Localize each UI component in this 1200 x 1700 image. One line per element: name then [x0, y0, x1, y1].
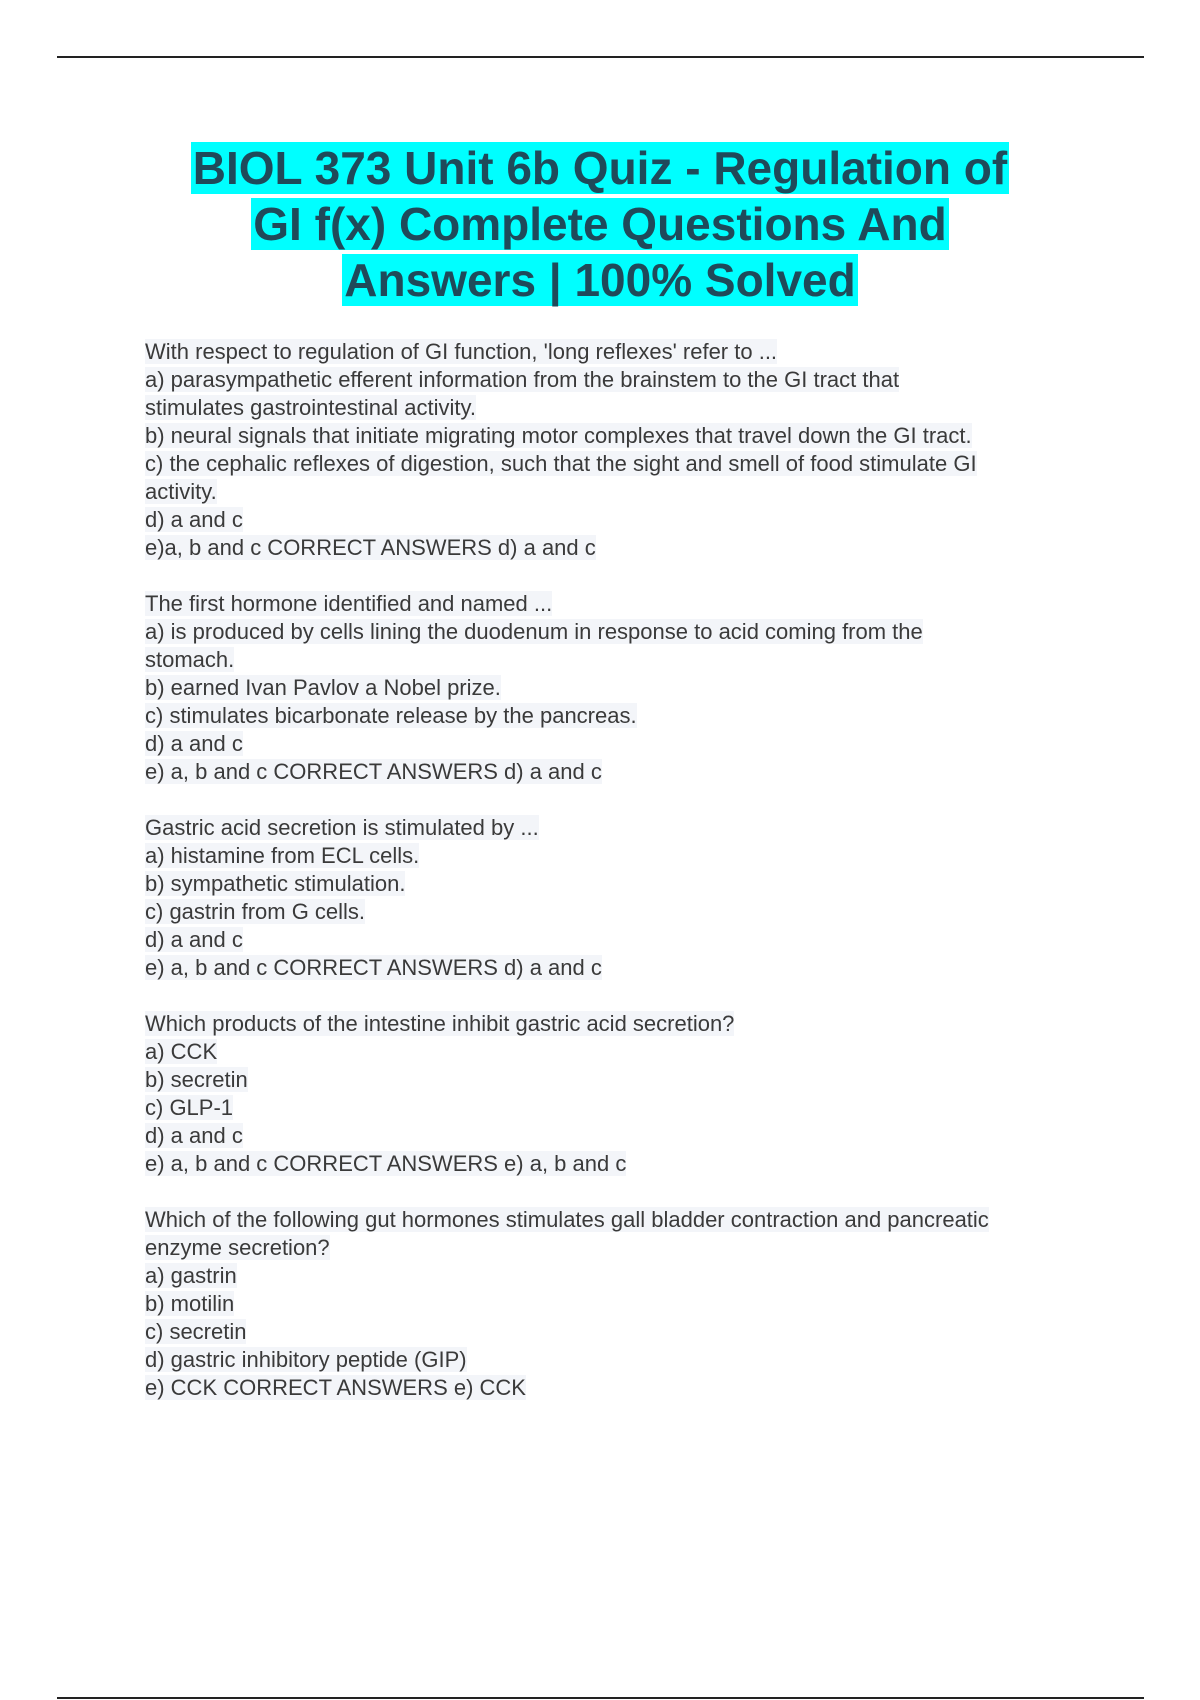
title-line-2: GI f(x) Complete Questions And — [253, 198, 947, 250]
question-4-answer: e) a, b and c CORRECT ANSWERS e) a, b and c — [145, 1151, 627, 1176]
question-5-prompt-cont: enzyme secretion? — [145, 1235, 330, 1260]
question-1-line-7 — [145, 506, 1085, 534]
question-1-line-1 — [145, 338, 1085, 366]
question-1-line-3 — [145, 394, 1085, 422]
questions-list — [145, 338, 1085, 1430]
question-4-option-a: a) CCK — [145, 1039, 218, 1064]
question-3-prompt: Gastric acid secretion is stimulated by ... — [145, 815, 539, 840]
question-4-option-d: d) a and c — [145, 1123, 243, 1148]
question-block-5 — [145, 1206, 1085, 1402]
question-5-prompt: Which of the following gut hormones stimulates gall bladder contraction and pancreatic — [145, 1207, 989, 1232]
question-1-answer: e)a, b and c CORRECT ANSWERS d) a and c — [145, 535, 596, 560]
question-4-line-2 — [145, 1038, 1085, 1066]
question-2-option-b: b) earned Ivan Pavlov a Nobel prize. — [145, 675, 501, 700]
question-3-line-2 — [145, 842, 1085, 870]
question-5-option-a: a) gastrin — [145, 1263, 237, 1288]
question-1-option-d: d) a and c — [145, 507, 243, 532]
question-2-option-a: a) is produced by cells lining the duodenum in response to acid coming from the — [145, 619, 923, 644]
top-rule — [57, 56, 1144, 58]
question-3-option-d: d) a and c — [145, 927, 243, 952]
question-3-line-1 — [145, 814, 1085, 842]
question-1-option-c: c) the cephalic reflexes of digestion, such that the sight and smell of food stimulate GI — [145, 451, 977, 476]
question-4-line-5 — [145, 1122, 1085, 1150]
question-5-line-6 — [145, 1346, 1085, 1374]
question-1-option-b: b) neural signals that initiate migrating motor complexes that travel down the GI tract. — [145, 423, 972, 448]
document-title — [100, 140, 1100, 308]
question-5-line-3 — [145, 1262, 1085, 1290]
question-1-option-c-cont: activity. — [145, 479, 217, 504]
question-4-option-c: c) GLP-1 — [145, 1095, 234, 1120]
question-5-line-2 — [145, 1234, 1085, 1262]
question-2-line-5 — [145, 702, 1085, 730]
question-2-line-7 — [145, 758, 1085, 786]
question-1-prompt: With respect to regulation of GI function, 'long reflexes' refer to ... — [145, 339, 778, 364]
question-5-option-c: c) secretin — [145, 1319, 247, 1344]
question-5-option-d: d) gastric inhibitory peptide (GIP) — [145, 1347, 467, 1372]
question-3-line-6 — [145, 954, 1085, 982]
bottom-rule — [57, 1697, 1144, 1699]
question-2-answer: e) a, b and c CORRECT ANSWERS d) a and c — [145, 759, 602, 784]
question-1-line-6 — [145, 478, 1085, 506]
question-1-line-5 — [145, 450, 1085, 478]
question-5-line-1 — [145, 1206, 1085, 1234]
question-3-option-a: a) histamine from ECL cells. — [145, 843, 420, 868]
question-3-line-4 — [145, 898, 1085, 926]
question-2-line-6 — [145, 730, 1085, 758]
question-block-2 — [145, 590, 1085, 786]
question-4-line-3 — [145, 1066, 1085, 1094]
question-1-line-4 — [145, 422, 1085, 450]
question-1-line-2 — [145, 366, 1085, 394]
question-2-line-4 — [145, 674, 1085, 702]
question-4-line-1 — [145, 1010, 1085, 1038]
question-5-option-b: b) motilin — [145, 1291, 235, 1316]
question-1-line-8 — [145, 534, 1085, 562]
question-2-option-a-cont: stomach. — [145, 647, 235, 672]
question-3-answer: e) a, b and c CORRECT ANSWERS d) a and c — [145, 955, 602, 980]
title-line-1: BIOL 373 Unit 6b Quiz - Regulation of — [192, 142, 1008, 194]
question-4-option-b: b) secretin — [145, 1067, 248, 1092]
question-4-line-6 — [145, 1150, 1085, 1178]
question-4-line-4 — [145, 1094, 1085, 1122]
question-block-3 — [145, 814, 1085, 982]
title-line-3: Answers | 100% Solved — [344, 254, 856, 306]
question-3-option-c: c) gastrin from G cells. — [145, 899, 366, 924]
question-2-line-2 — [145, 618, 1085, 646]
question-2-option-c: c) stimulates bicarbonate release by the pancreas. — [145, 703, 637, 728]
question-5-line-7 — [145, 1374, 1085, 1402]
question-3-line-5 — [145, 926, 1085, 954]
question-block-4 — [145, 1010, 1085, 1178]
question-block-1 — [145, 338, 1085, 562]
question-4-prompt: Which products of the intestine inhibit gastric acid secretion? — [145, 1011, 735, 1036]
question-3-option-b: b) sympathetic stimulation. — [145, 871, 406, 896]
question-2-line-1 — [145, 590, 1085, 618]
question-5-line-5 — [145, 1318, 1085, 1346]
question-5-line-4 — [145, 1290, 1085, 1318]
question-2-prompt: The first hormone identified and named ... — [145, 591, 553, 616]
question-1-option-a-cont: stimulates gastrointestinal activity. — [145, 395, 476, 420]
question-2-option-d: d) a and c — [145, 731, 243, 756]
question-1-option-a: a) parasympathetic efferent information from the brainstem to the GI tract that — [145, 367, 900, 392]
question-2-line-3 — [145, 646, 1085, 674]
question-3-line-3 — [145, 870, 1085, 898]
question-5-answer: e) CCK CORRECT ANSWERS e) CCK — [145, 1375, 526, 1400]
